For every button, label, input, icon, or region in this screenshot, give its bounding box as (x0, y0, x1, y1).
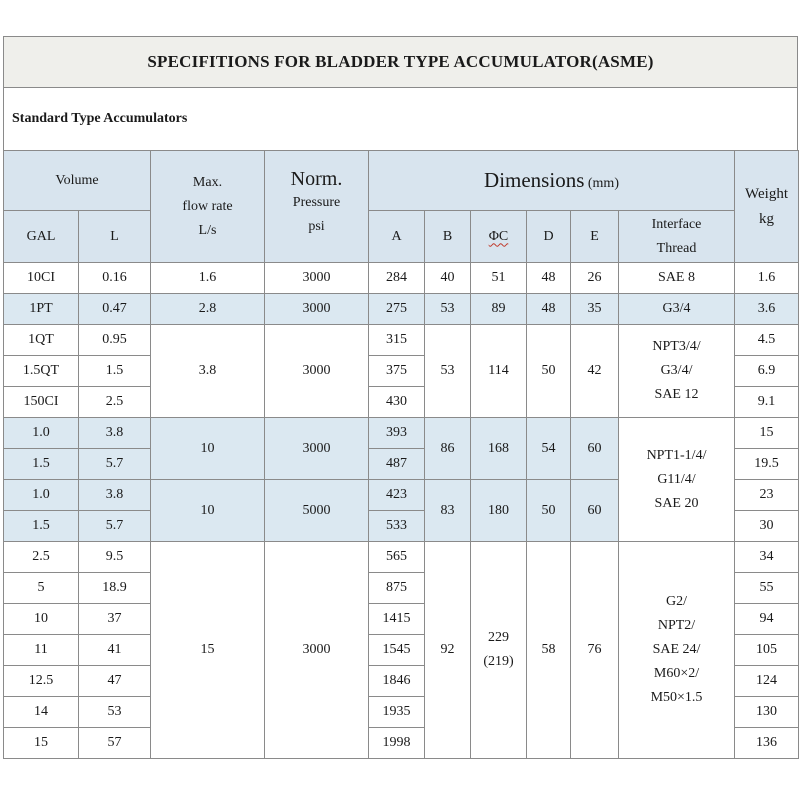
b-cell: 53 (425, 294, 471, 325)
thread-cell (619, 325, 735, 418)
weight-cell: 124 (735, 666, 799, 697)
section-title: Standard Type Accumulators (3, 88, 798, 150)
a-cell: 423 (369, 480, 425, 511)
flow-cell: 1.6 (151, 263, 265, 294)
interface-label-1: Interface (651, 216, 702, 232)
a-cell: 1545 (369, 635, 425, 666)
d-cell: 54 (527, 418, 571, 480)
dim-b-header: B (425, 211, 471, 263)
gal-cell: 15 (4, 728, 79, 759)
psi-cell: 3000 (265, 418, 369, 480)
thread-line: M60×2/ (653, 666, 700, 681)
l-cell: 5.7 (79, 511, 151, 542)
weight-cell: 23 (735, 480, 799, 511)
gal-cell: 10CI (4, 263, 79, 294)
l-cell: 3.8 (79, 418, 151, 449)
c-cell: 180 (471, 480, 527, 542)
thread-line: M50×1.5 (650, 690, 703, 705)
thread-line: NPT1-1/4/ (646, 447, 707, 463)
l-cell: 47 (79, 666, 151, 697)
thread-line: G11/4/ (657, 471, 696, 487)
thread-line: NPT2/ (657, 618, 696, 633)
l-cell: 9.5 (79, 542, 151, 573)
a-cell: 375 (369, 356, 425, 387)
dim-c-header (471, 211, 527, 263)
a-cell: 275 (369, 294, 425, 325)
pressure-header (265, 151, 369, 263)
max-flow-label-1: Max. (192, 174, 223, 190)
b-cell: 40 (425, 263, 471, 294)
a-cell: 1415 (369, 604, 425, 635)
c-cell: 114 (471, 325, 527, 418)
thread-line: SAE 20 (654, 495, 699, 511)
l-cell: 0.95 (79, 325, 151, 356)
table-row (4, 294, 799, 325)
spec-sheet (3, 36, 798, 759)
thread-cell: SAE 8 (619, 263, 735, 294)
header-row-1 (4, 151, 799, 211)
b-cell: 92 (425, 542, 471, 759)
weight-cell: 105 (735, 635, 799, 666)
spec-table (3, 150, 799, 759)
e-cell: 60 (571, 480, 619, 542)
e-cell: 26 (571, 263, 619, 294)
d-cell: 58 (527, 542, 571, 759)
table-row (4, 325, 799, 356)
max-flow-header (151, 151, 265, 263)
l-cell: 2.5 (79, 387, 151, 418)
l-cell: 0.16 (79, 263, 151, 294)
e-cell: 60 (571, 418, 619, 480)
c-value: 229 (488, 630, 509, 645)
thread-line: G3/4/ (660, 363, 693, 378)
l-cell: 3.8 (79, 480, 151, 511)
page-title: SPECIFITIONS FOR BLADDER TYPE ACCUMULATOR(ASME) (3, 36, 798, 88)
dimensions-header (369, 151, 735, 211)
max-flow-label-3: L/s (198, 222, 217, 238)
gal-cell: 10 (4, 604, 79, 635)
a-cell: 875 (369, 573, 425, 604)
thread-line: NPT3/4/ (652, 339, 701, 354)
l-cell: 41 (79, 635, 151, 666)
gal-cell: 2.5 (4, 542, 79, 573)
dim-d-header: D (527, 211, 571, 263)
l-cell: 37 (79, 604, 151, 635)
flow-cell: 15 (151, 542, 265, 759)
gal-cell: 1QT (4, 325, 79, 356)
weight-cell: 94 (735, 604, 799, 635)
weight-cell: 130 (735, 697, 799, 728)
weight-cell: 55 (735, 573, 799, 604)
weight-label-2: kg (759, 210, 775, 227)
gal-cell: 14 (4, 697, 79, 728)
thread-cell (619, 418, 735, 542)
a-cell: 430 (369, 387, 425, 418)
thread-line: G2/ (666, 594, 687, 609)
thread-line: SAE 12 (654, 387, 699, 402)
weight-cell: 19.5 (735, 449, 799, 480)
a-cell: 565 (369, 542, 425, 573)
psi-cell: 3000 (265, 263, 369, 294)
table-row (4, 418, 799, 449)
weight-label-1: Weight (745, 185, 788, 202)
table-row (4, 263, 799, 294)
flow-cell: 3.8 (151, 325, 265, 418)
dimensions-label: Dimensions (484, 168, 585, 192)
a-cell: 487 (369, 449, 425, 480)
table-row (4, 542, 799, 573)
dimensions-unit: (mm) (587, 176, 619, 191)
a-cell: 393 (369, 418, 425, 449)
pressure-label-pressure: Pressure (292, 195, 341, 210)
e-cell: 35 (571, 294, 619, 325)
c-value-alt: (219) (483, 654, 514, 669)
gal-cell: 1.5 (4, 449, 79, 480)
gal-header: GAL (4, 211, 79, 263)
b-cell: 53 (425, 325, 471, 418)
gal-cell: 1.0 (4, 480, 79, 511)
flow-cell: 10 (151, 418, 265, 480)
a-cell: 1846 (369, 666, 425, 697)
gal-cell: 12.5 (4, 666, 79, 697)
weight-cell: 34 (735, 542, 799, 573)
l-cell: 1.5 (79, 356, 151, 387)
l-cell: 5.7 (79, 449, 151, 480)
max-flow-label-2: flow rate (182, 198, 233, 214)
b-cell: 86 (425, 418, 471, 480)
interface-thread-header (619, 211, 735, 263)
weight-cell: 4.5 (735, 325, 799, 356)
c-cell: 89 (471, 294, 527, 325)
interface-label-2: Thread (656, 240, 697, 256)
weight-cell: 3.6 (735, 294, 799, 325)
psi-cell: 3000 (265, 294, 369, 325)
gal-cell: 5 (4, 573, 79, 604)
a-cell: 284 (369, 263, 425, 294)
weight-cell: 1.6 (735, 263, 799, 294)
pressure-label-psi: psi (308, 219, 325, 234)
dim-e-header: E (571, 211, 619, 263)
weight-header (735, 151, 799, 263)
l-cell: 0.47 (79, 294, 151, 325)
weight-cell: 6.9 (735, 356, 799, 387)
weight-cell: 30 (735, 511, 799, 542)
a-cell: 1935 (369, 697, 425, 728)
psi-cell: 3000 (265, 542, 369, 759)
flow-cell: 2.8 (151, 294, 265, 325)
thread-cell (619, 542, 735, 759)
header-row-2 (4, 211, 799, 263)
gal-cell: 11 (4, 635, 79, 666)
a-cell: 533 (369, 511, 425, 542)
c-cell: 51 (471, 263, 527, 294)
gal-cell: 150CI (4, 387, 79, 418)
e-cell: 76 (571, 542, 619, 759)
b-cell: 83 (425, 480, 471, 542)
d-cell: 48 (527, 294, 571, 325)
gal-cell: 1.0 (4, 418, 79, 449)
gal-cell: 1PT (4, 294, 79, 325)
thread-cell: G3/4 (619, 294, 735, 325)
a-cell: 1998 (369, 728, 425, 759)
dim-c-label: ΦC (488, 228, 509, 244)
d-cell: 50 (527, 325, 571, 418)
weight-cell: 15 (735, 418, 799, 449)
weight-cell: 9.1 (735, 387, 799, 418)
weight-cell: 136 (735, 728, 799, 759)
thread-line: SAE 24/ (652, 642, 701, 657)
psi-cell: 3000 (265, 325, 369, 418)
flow-cell: 10 (151, 480, 265, 542)
gal-cell: 1.5 (4, 511, 79, 542)
l-cell: 57 (79, 728, 151, 759)
l-header: L (79, 211, 151, 263)
c-cell (471, 542, 527, 759)
e-cell: 42 (571, 325, 619, 418)
pressure-label-norm: Norm. (290, 168, 343, 190)
dim-a-header: A (369, 211, 425, 263)
a-cell: 315 (369, 325, 425, 356)
c-cell: 168 (471, 418, 527, 480)
d-cell: 50 (527, 480, 571, 542)
d-cell: 48 (527, 263, 571, 294)
l-cell: 18.9 (79, 573, 151, 604)
l-cell: 53 (79, 697, 151, 728)
psi-cell: 5000 (265, 480, 369, 542)
volume-header: Volume (4, 151, 151, 211)
gal-cell: 1.5QT (4, 356, 79, 387)
